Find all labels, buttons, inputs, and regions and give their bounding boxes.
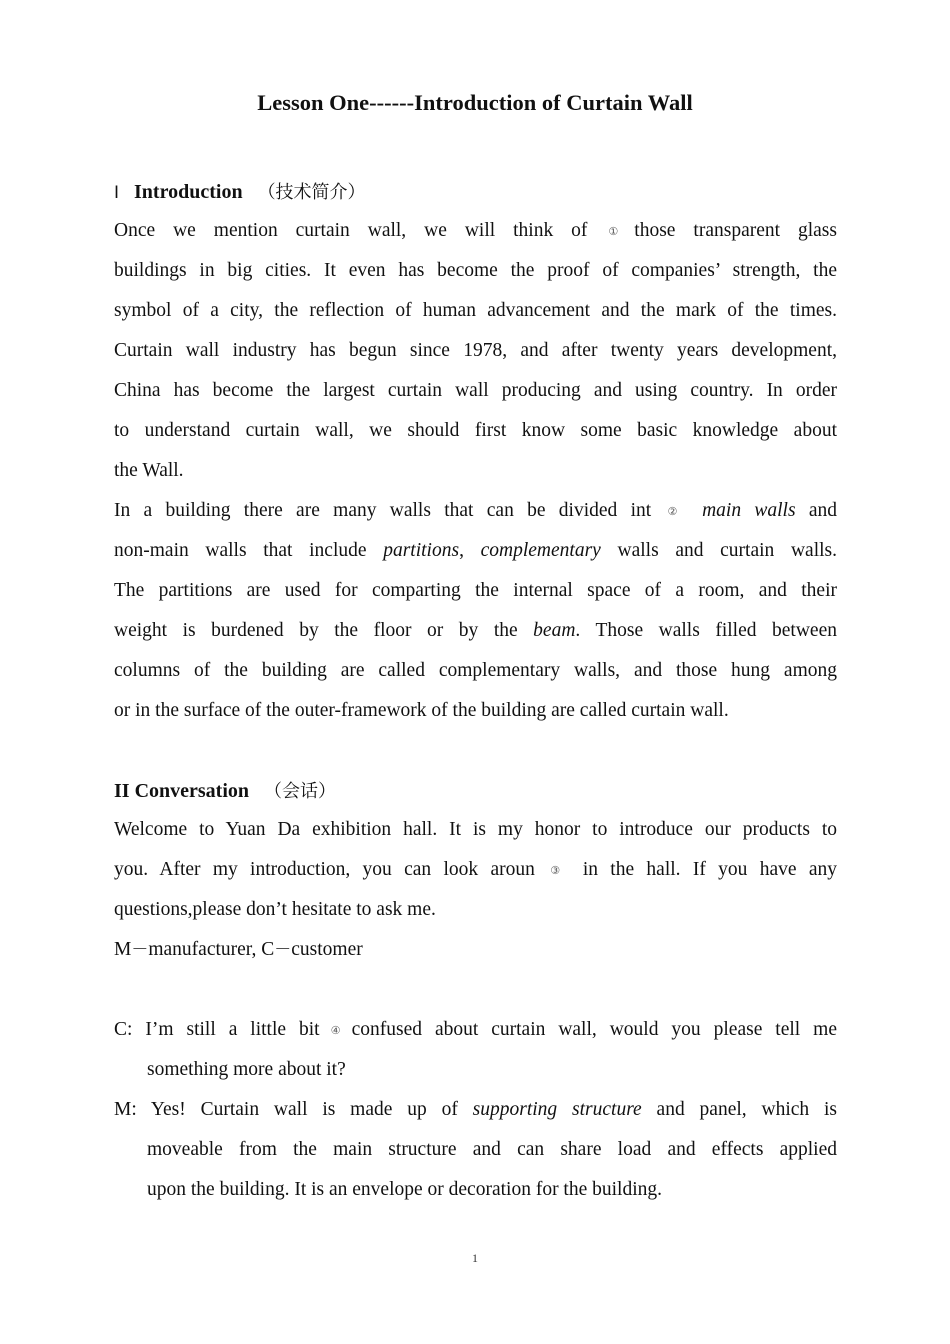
dialog-line-continuation: upon the building. It is an envelope or decoration for the building. — [147, 1179, 663, 1200]
paragraph-line: Welcome to Yuan Da exhibition hall. It is my honor to introduce our products to — [114, 819, 837, 840]
section-heading-cn: （技术简介） — [257, 182, 366, 203]
text-segment: , — [459, 540, 481, 561]
text-segment: in the hall. If you have any — [582, 859, 837, 880]
paragraph-line: symbol of a city, the reflection of human advancement and the mark of the times. — [114, 300, 837, 321]
page-number: 1 — [472, 1251, 478, 1265]
text-segment: C: I’m still a little bit — [114, 1019, 320, 1040]
paragraph-line — [114, 497, 837, 526]
page-title: Lesson One------Introduction of Curtain Wall — [257, 90, 693, 115]
text-segment: M — [114, 939, 132, 960]
section-heading-cn: （会话） — [264, 781, 337, 802]
text-segment: manufacturer, C — [148, 939, 275, 960]
text-segment: weight is burdened by the floor or by the — [114, 620, 534, 641]
dash-glyph: － — [131, 940, 149, 960]
text-segment: Once we mention curtain wall, we will think of — [114, 220, 606, 241]
dialog-line-continuation: moveable from the main structure and can share load and effects applied — [147, 1139, 837, 1160]
paragraph-line: Curtain wall industry has begun since 1978, and after twenty years development, — [114, 340, 837, 361]
text-segment: confused about curtain wall, would you please tell me — [351, 1019, 837, 1040]
footnote-marker: ④ — [322, 1024, 349, 1037]
paragraph-line — [114, 856, 837, 885]
text-segment: M: Yes! Curtain wall is made up of — [114, 1099, 473, 1120]
text-segment: . Those walls filled between — [575, 620, 837, 641]
text-segment: and — [808, 500, 837, 521]
italic-term: beam — [533, 620, 576, 641]
text-segment: you. After my introduction, you can look aroun — [114, 859, 535, 880]
italic-term: supporting structure — [472, 1099, 642, 1120]
paragraph-line: buildings in big cities. It even has become the proof of companies’ strength, the — [114, 260, 837, 281]
paragraph-line — [114, 217, 837, 246]
text-segment: customer — [291, 939, 363, 960]
text-segment: walls and curtain walls. — [600, 540, 837, 561]
paragraph-line: to understand curtain wall, we should first know some basic knowledge about — [114, 420, 837, 441]
speaker-legend — [114, 936, 363, 964]
italic-term: main walls — [702, 500, 796, 521]
text-segment: non-main walls that include — [114, 540, 384, 561]
paragraph-line: columns of the building are called complementary walls, and those hung among — [114, 660, 837, 681]
footnote-marker: ① — [608, 225, 632, 238]
dash-glyph: － — [274, 940, 292, 960]
italic-term: partitions — [383, 540, 460, 561]
paragraph-line — [114, 617, 837, 645]
text-segment: In a building there are many walls that can be divided int — [114, 500, 652, 521]
italic-term: complementary — [480, 540, 601, 561]
text-segment: those transparent glass — [634, 220, 837, 241]
footnote-marker: ② — [667, 505, 686, 518]
paragraph-line: questions,please don’t hesitate to ask me. — [114, 899, 436, 920]
text-segment: and panel, which is — [641, 1099, 837, 1120]
paragraph-line: The partitions are used for comparting the internal space of a room, and their — [114, 580, 837, 601]
dialog-line-manufacturer — [114, 1096, 837, 1124]
section-heading-text: II Conversation — [114, 780, 250, 802]
paragraph-line — [114, 537, 837, 565]
section-heading-conversation — [114, 777, 336, 803]
footnote-marker: ③ — [550, 864, 568, 877]
dialog-line-continuation: something more about it? — [147, 1059, 346, 1080]
paragraph-line: China has become the largest curtain wall producing and using country. In order — [114, 380, 837, 401]
section-heading-introduction — [114, 178, 366, 204]
paragraph-line: or in the surface of the outer-framework of the building are called curtain wall. — [114, 700, 729, 721]
section-numeral: Ⅰ — [114, 183, 120, 203]
section-heading-text: Introduction — [134, 181, 243, 203]
dialog-line-customer — [114, 1016, 837, 1045]
paragraph-line: the Wall. — [114, 460, 184, 481]
